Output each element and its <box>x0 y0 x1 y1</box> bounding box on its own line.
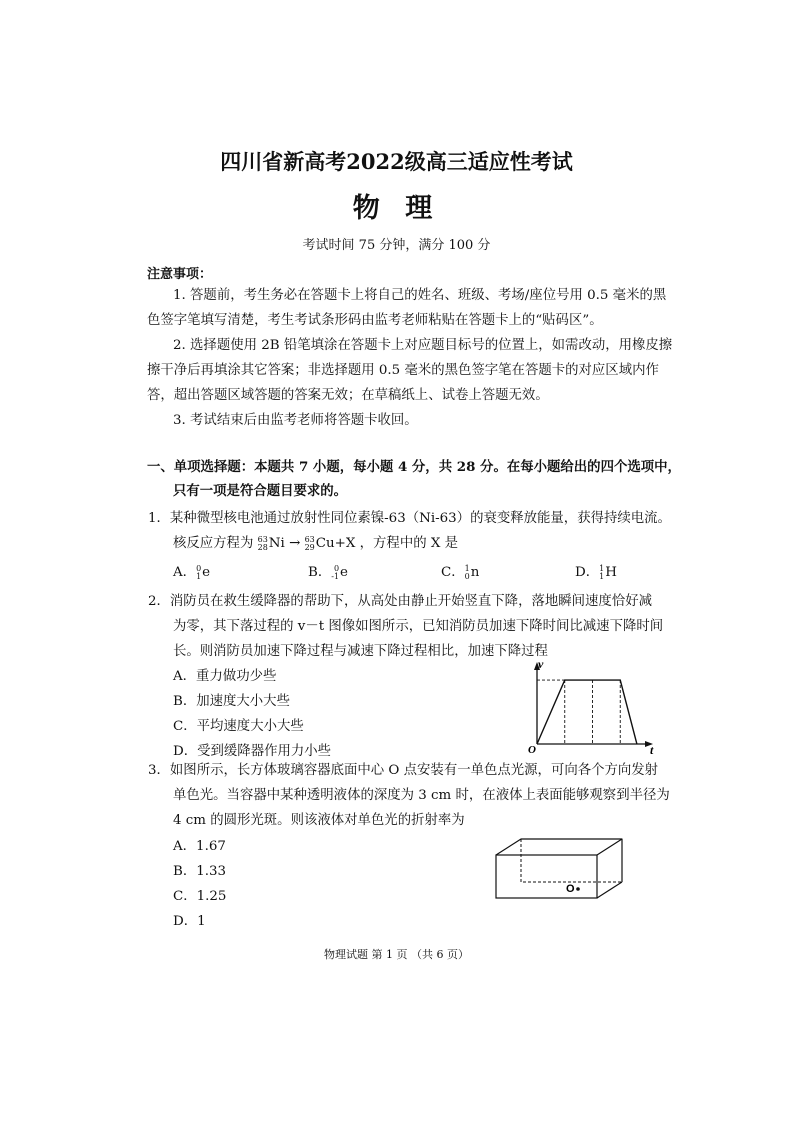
ni-mass: 63 <box>257 534 268 544</box>
option-b-symbol: e <box>340 565 348 580</box>
q3-line-2: 单色光。当容器中某种透明液体的深度为 3 cm 时，在液体上表面能够观察到半径为 <box>173 788 670 803</box>
ni-symbol: Ni <box>268 536 285 551</box>
q2-option-d[interactable]: D．受到缓降器作用力小些 <box>173 744 332 759</box>
v-t-series-line <box>537 680 637 744</box>
q1-line-1: 1．某种微型核电池通过放射性同位素镍-63（Ni-63）的衰变释放能量，获得持续电流。 <box>148 511 671 526</box>
option-label: A． <box>173 565 197 580</box>
q1-suffix: ，方程中的 X 是 <box>359 536 459 551</box>
ni-charge: 28 <box>257 542 268 552</box>
q1-prefix: 核反应方程为 <box>173 536 254 551</box>
option-d-bottom: 1 <box>599 571 605 581</box>
y-axis-label: v <box>538 657 544 671</box>
option-c-isotope <box>465 565 470 581</box>
x-axis-label: t <box>650 743 654 757</box>
option-label: C． <box>441 565 465 580</box>
time-info: 考试时间 75 分钟，满分 100 分 <box>302 238 491 253</box>
notice-item-1-line-2: 色签字笔填写清楚，考生考试条形码由监考老师粘贴在答题卡上的“贴码区”。 <box>147 313 603 328</box>
light-source-dot <box>576 887 580 891</box>
option-a-symbol: e <box>202 565 211 580</box>
notice-item-2-line-1: 2. 选择题使用 2B 铅笔填涂在答题卡上对应题目标号的位置上，如需改动，用橡皮擦 <box>173 338 673 353</box>
option-b-top: 0 <box>333 563 340 573</box>
container-top-left-edge <box>496 839 521 855</box>
notice-item-2-line-3: 答，超出答题区域答题的答案无效；在草稿纸上、试卷上答题无效。 <box>147 388 549 403</box>
q1-option-c[interactable] <box>441 561 479 581</box>
option-a-top: 0 <box>196 563 202 573</box>
notice-item-1-line-1: 1. 答题前，考生务必在答题卡上将自己的姓名、班级、考场/座位号用 0.5 毫米的黑 <box>173 288 667 303</box>
q1-option-b[interactable] <box>308 561 348 581</box>
cu-charge: 29 <box>304 542 315 552</box>
q1-option-a[interactable] <box>173 561 210 581</box>
option-label: B． <box>308 565 332 580</box>
option-a-isotope <box>196 565 201 581</box>
q1-option-d[interactable] <box>575 561 617 581</box>
notice-item-3: 3. 考试结束后由监考老师将答题卡收回。 <box>173 413 418 428</box>
q1-line-2 <box>173 531 458 556</box>
q3-line-3: 4 cm 的圆形光斑。则该液体对单色光的折射率为 <box>173 813 465 828</box>
light-source-label: O <box>566 883 575 895</box>
option-d-top: 1 <box>599 563 605 573</box>
plus-x: +X <box>334 536 356 551</box>
q2-line-1: 2．消防员在救生缓降器的帮助下，从高处由静止开始竖直下降，落地瞬间速度恰好减 <box>148 594 652 609</box>
option-b-bottom: -1 <box>331 571 340 581</box>
container-front-face <box>496 855 597 898</box>
q2-line-3: 长。则消防员加速下降过程与减速下降过程相比，加速下降过程 <box>173 644 548 659</box>
ni-isotope <box>258 536 268 552</box>
option-c-top: 1 <box>464 563 470 573</box>
container-figure <box>494 838 624 900</box>
cu-symbol: Cu <box>315 536 335 551</box>
cu-isotope <box>305 536 315 552</box>
container-top-right-edge <box>597 839 622 855</box>
subject-title: 物 理 <box>352 193 441 224</box>
section-1-heading: 一、单项选择题：本题共 7 小题，每小题 4 分，共 28 分。在每小题给出的四个选项中， <box>147 459 681 475</box>
container-bottom-right-edge <box>597 882 622 898</box>
q2-option-c[interactable]: C．平均速度大小大些 <box>173 719 304 734</box>
option-label: D． <box>575 565 600 580</box>
option-c-symbol: n <box>470 565 480 580</box>
reaction-arrow: → <box>289 536 301 551</box>
q3-line-1: 3．如图所示，长方体玻璃容器底面中心 O 点安装有一单色点光源，可向各个方向发射 <box>148 763 659 778</box>
v-t-curve-group <box>537 680 637 744</box>
q2-option-a[interactable]: A．重力做功少些 <box>173 669 277 684</box>
q3-option-a[interactable]: A．1.67 <box>173 839 226 854</box>
notice-heading: 注意事项： <box>147 267 213 282</box>
q2-line-2: 为零，其下落过程的 v－t 图像如图所示，已知消防员加速下降时间比减速下降时间 <box>173 619 664 634</box>
option-a-bottom: 1 <box>196 571 202 581</box>
q3-option-c[interactable]: C．1.25 <box>173 889 227 904</box>
cu-mass: 63 <box>304 534 315 544</box>
option-c-bottom: 0 <box>464 571 470 581</box>
section-1-heading-line-2: 只有一项是符合题目要求的。 <box>173 483 348 499</box>
q3-option-d[interactable]: D．1 <box>173 914 206 929</box>
q2-option-b[interactable]: B．加速度大小大些 <box>173 694 290 709</box>
page-footer: 物理试题 第 1 页 （共 6 页） <box>324 948 469 961</box>
origin-label: O <box>528 744 536 756</box>
exam-title: 四川省新高考2022级高三适应性考试 <box>220 149 573 174</box>
option-d-isotope <box>599 565 604 581</box>
container-back-face <box>521 839 622 882</box>
notice-item-2-line-2: 擦干净后再填涂其它答案；非选择题用 0.5 毫米的黑色签字笔在答题卡的对应区域内作 <box>147 363 659 378</box>
option-b-isotope <box>331 565 339 581</box>
option-d-symbol: H <box>605 565 617 580</box>
v-t-graph <box>520 657 660 757</box>
q3-option-b[interactable]: B．1.33 <box>173 864 227 879</box>
